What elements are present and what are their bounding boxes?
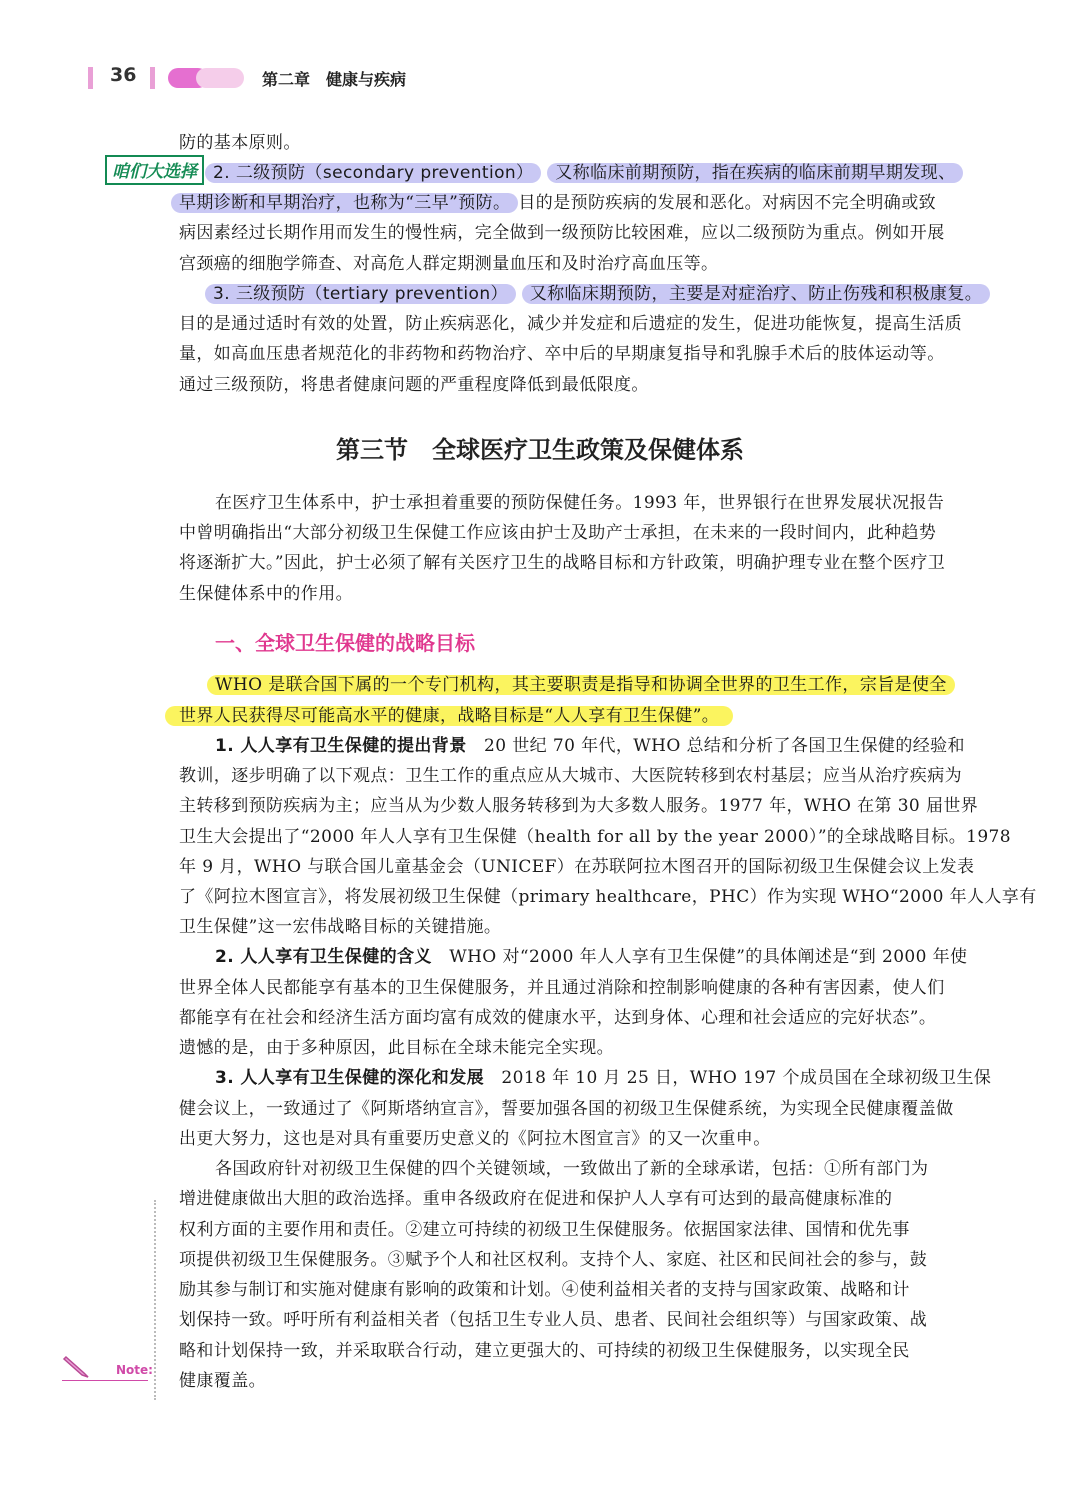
note-margin-rule	[154, 1200, 156, 1400]
text-line: 卫生保健”这一宏伟战略目标的关键措施。	[179, 917, 502, 937]
highlight-heading: 3. 三级预防（tertiary prevention）	[205, 284, 516, 304]
text-line: 宫颈癌的细胞学筛查、对高危人群定期测量血压和及时治疗高血压等。	[179, 254, 719, 274]
text-line: 年 9 月，WHO 与联合国儿童基金会（UNICEF）在苏联阿拉木图召开的国际初级卫生保健会议上发表	[179, 857, 975, 877]
text-line: 健会议上，一致通过了《阿斯塔纳宣言》，誓要加强各国的初级卫生保健系统，为实现全民健康覆盖做	[179, 1099, 954, 1119]
text-line: 防的基本原则。	[179, 133, 301, 153]
text-span: 目的是预防疾病的发展和恶化。对病因不完全明确或致	[518, 193, 936, 213]
text-line: 各国政府针对初级卫生保健的四个关键领域，一致做出了新的全球承诺，包括：①所有部门为	[215, 1159, 929, 1179]
header-pill	[196, 68, 244, 88]
text-line: 通过三级预防，将患者健康问题的严重程度降低到最低限度。	[179, 375, 649, 395]
text-line: 了《阿拉木图宣言》，将发展初级卫生保健（primary healthcare，PHC）作为实现 WHO“2000 年人人享有	[179, 887, 1037, 907]
text-span: WHO 对“2000 年人人享有卫生保健”的具体阐述是“到 2000 年使	[431, 947, 968, 967]
text-line	[179, 192, 936, 214]
chapter-title: 第二章 健康与疾病	[262, 70, 407, 89]
text-line: 出更大努力，这也是对具有重要历史意义的《阿拉木图宣言》的又一次重申。	[179, 1129, 771, 1149]
text-line: 遗憾的是，由于多种原因，此目标在全球未能完全实现。	[179, 1038, 614, 1058]
highlight-text: 世界人民获得尽可能高水平的健康，战略目标是“人人享有卫生保健”。	[165, 706, 733, 726]
text-line: 生保健体系中的作用。	[179, 584, 353, 604]
subsection-title: 一、全球卫生保健的战略目标	[215, 631, 475, 655]
text-line	[215, 946, 967, 968]
text-line: 权利方面的主要作用和责任。②建立可持续的初级卫生保健服务。依据国家法律、国情和优先事	[179, 1220, 910, 1240]
text-line: 卫生大会提出了“2000 年人人享有卫生保健（health for all by the year 2000）”的全球战略目标。1978	[179, 827, 1011, 847]
highlight-text: 又称临床前期预防，指在疾病的临床前期早期发现、	[547, 163, 963, 183]
note-label: Note:	[116, 1363, 153, 1377]
text-line	[205, 162, 963, 184]
item-heading: 1. 人人享有卫生保健的提出背景	[215, 736, 467, 756]
highlight-heading: 2. 二级预防（secondary prevention）	[205, 163, 541, 183]
note-underline	[62, 1380, 148, 1381]
item-heading: 3. 人人享有卫生保健的深化和发展	[215, 1068, 485, 1088]
header-accent-bar	[88, 67, 93, 89]
highlight-text: WHO 是联合国下属的一个专门机构，其主要职责是指导和协调全世界的卫生工作，宗旨是使全	[207, 675, 955, 695]
text-line: 都能享有在社会和经济生活方面均富有成效的健康水平，达到身体、心理和社会适应的完好状态”。	[179, 1008, 937, 1028]
text-span: 2018 年 10 月 25 日，WHO 197 个成员国在全球初级卫生保	[484, 1068, 992, 1088]
highlight-text: 早期诊断和早期治疗，也称为“三早”预防。	[171, 193, 518, 213]
text-line: 增进健康做出大胆的政治选择。重申各级政府在促进和保护人人享有可达到的最高健康标准的	[179, 1189, 893, 1209]
text-line: 病因素经过长期作用而发生的慢性病，完全做到一级预防比较困难，应以二级预防为重点。例如开展	[179, 223, 945, 243]
handwritten-stamp: 咱们大选择	[105, 155, 204, 185]
text-line: 划保持一致。呼吁所有利益相关者（包括卫生专业人员、患者、民间社会组织等）与国家政策、战	[179, 1310, 928, 1330]
text-line: 量，如高血压患者规范化的非药物和药物治疗、卒中后的早期康复指导和乳腺手术后的肢体运动等。	[179, 344, 945, 364]
page-number: 36	[110, 64, 137, 86]
text-line: 略和计划保持一致，并采取联合行动，建立更强大的、可持续的初级卫生保健服务，以实现全民	[179, 1341, 910, 1361]
text-line: 健康覆盖。	[179, 1371, 266, 1391]
pencil-icon	[62, 1353, 92, 1379]
text-line: 世界全体人民都能享有基本的卫生保健服务，并且通过消除和控制影响健康的各种有害因素，使人们	[179, 978, 945, 998]
highlight-text: 又称临床期预防，主要是对症治疗、防止伤残和积极康复。	[522, 284, 990, 304]
item-heading: 2. 人人享有卫生保健的含义	[215, 947, 432, 967]
text-line: 励其参与制订和实施对健康有影响的政策和计划。④使利益相关者的支持与国家政策、战略和计	[179, 1280, 910, 1300]
text-line: 主转移到预防疾病为主；应当从为少数人服务转移到为大多数人服务。1977 年，WHO 在第 30 届世界	[179, 796, 979, 816]
section-title: 第三节 全球医疗卫生政策及保健体系	[336, 436, 744, 464]
text-span: 20 世纪 70 年代，WHO 总结和分析了各国卫生保健的经验和	[466, 736, 965, 756]
text-line	[165, 705, 733, 727]
text-line: 将逐渐扩大。”因此，护士必须了解有关医疗卫生的战略目标和方针政策，明确护理专业在整个医疗卫	[179, 553, 946, 573]
text-line: 在医疗卫生体系中，护士承担着重要的预防保健任务。1993 年，世界银行在世界发展状况报告	[215, 493, 945, 513]
text-line	[215, 1067, 991, 1089]
header-accent-bar	[150, 67, 155, 89]
text-line: 项提供初级卫生保健服务。③赋予个人和社区权利。支持个人、家庭、社区和民间社会的参与，鼓	[179, 1250, 928, 1270]
text-line: 教训，逐步明确了以下观点：卫生工作的重点应从大城市、大医院转移到农村基层；应当从治疗疾病为	[179, 766, 962, 786]
text-line	[205, 283, 990, 305]
text-line	[207, 674, 955, 696]
text-line: 中曾明确指出“大部分初级卫生保健工作应该由护士及助产士承担，在未来的一段时间内，此种趋势	[179, 523, 937, 543]
text-line	[215, 735, 965, 757]
text-line: 目的是通过适时有效的处置，防止疾病恶化，减少并发症和后遗症的发生，促进功能恢复，提高生活质	[179, 314, 962, 334]
